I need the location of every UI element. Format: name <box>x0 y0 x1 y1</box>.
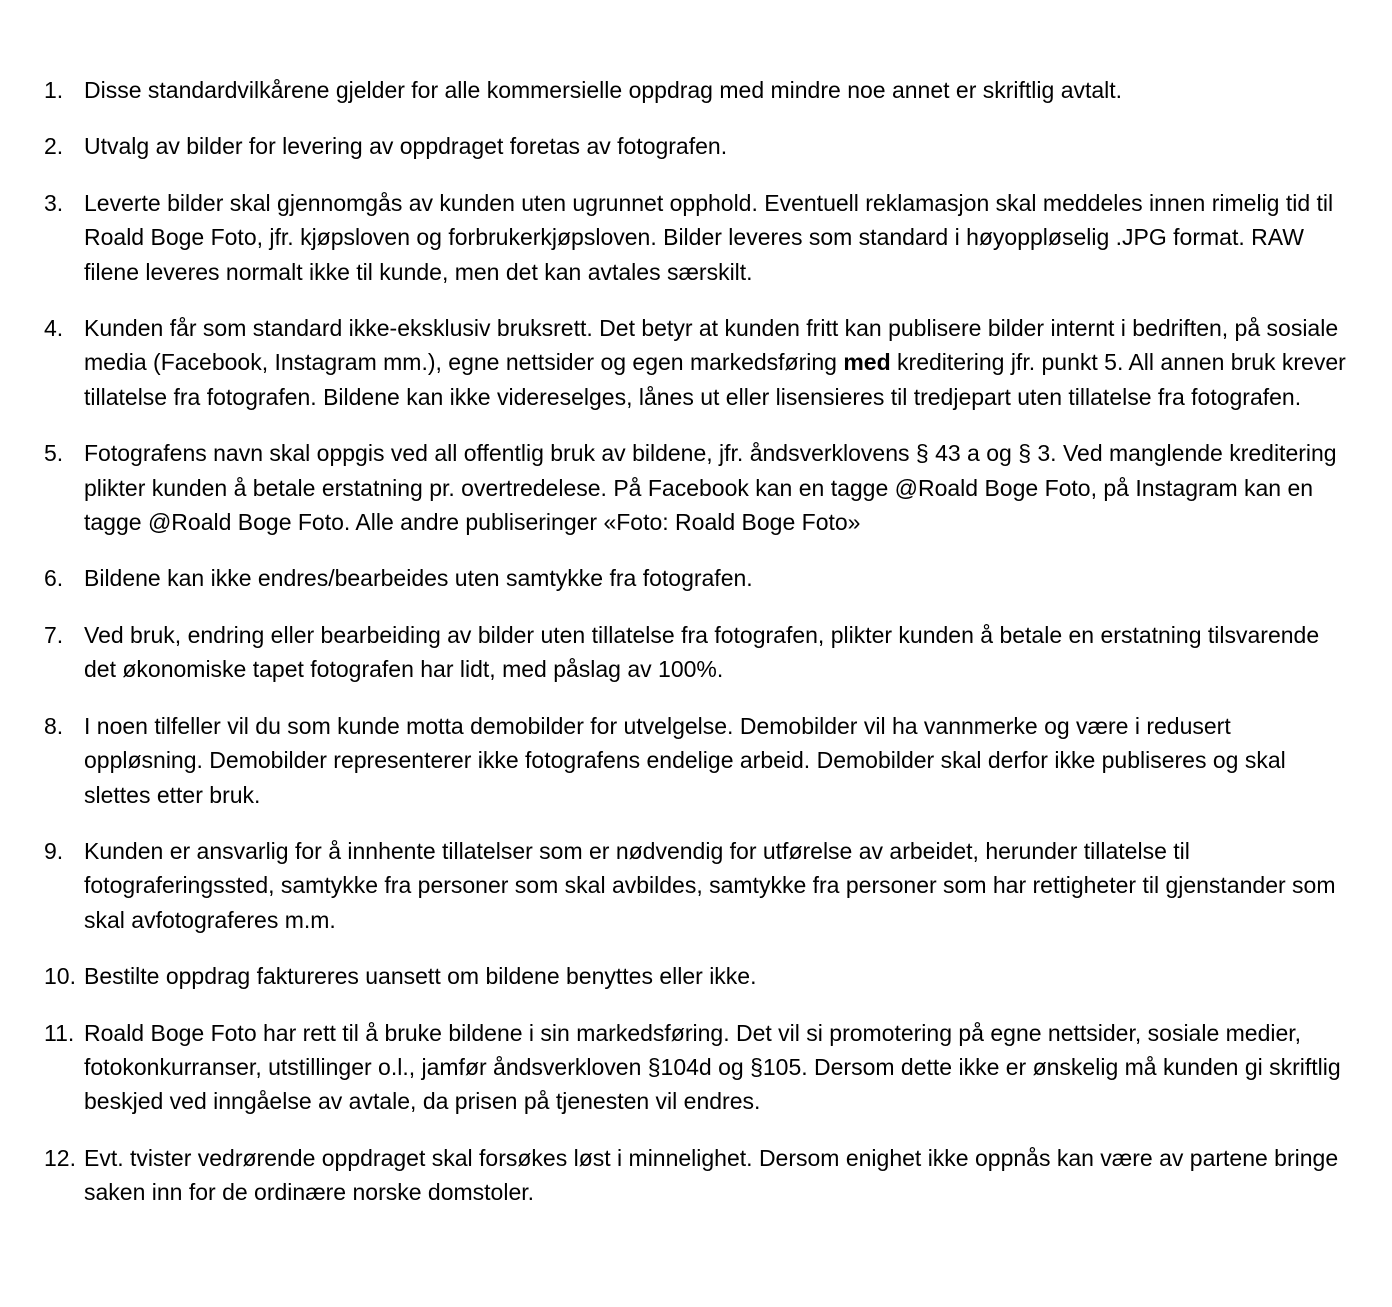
term-number: 5. <box>44 440 64 467</box>
term-number: 11. <box>44 1019 75 1046</box>
term-text-emphasis: med <box>843 349 891 376</box>
term-text-segment: Disse standardvilkårene gjelder for alle kommersielle oppdrag med mindre noe annet er skriftlig avtalt. <box>84 77 1123 103</box>
term-text <box>84 129 1354 163</box>
term-text-segment: Bestilte oppdrag faktureres uansett om bildene benyttes eller ikke. <box>84 963 757 990</box>
term-number: 12. <box>44 1144 76 1171</box>
term-text-segment: I noen tilfeller vil du som kunde motta demobilder for utvelgelse. Demobilder vil ha vannmerke og være i redusert oppløsning. Demobilder representerer ikke fotografens endelige arbeid. Demobilder skal derfor ikke publiseres og skal slettes etter bruk. <box>84 712 1286 808</box>
term-number: 6. <box>44 565 64 592</box>
term-text <box>84 834 1354 937</box>
term-number: 4. <box>44 315 64 342</box>
term-item <box>44 561 1354 595</box>
term-item <box>44 186 1354 289</box>
term-number: 9. <box>44 837 64 864</box>
term-text <box>84 186 1354 289</box>
term-text <box>84 959 1354 993</box>
term-text <box>84 1141 1354 1210</box>
term-text-segment: Kunden er ansvarlig for å innhente tillatelser som er nødvendig for utførelse av arbeidet, herunder tillatelse til fotograferingssted, samtykke fra personer som skal avbildes, samtykke fra personer som har rettigheter til gjenstander som skal avfotograferes m.m. <box>84 837 1336 933</box>
term-text-segment: Utvalg av bilder for levering av oppdraget foretas av fotografen. <box>84 133 728 160</box>
term-text-segment: Fotografens navn skal oppgis ved all offentlig bruk av bildene, jfr. åndsverklovens § 43 a og § 3. Ved manglende kreditering plikter kunden å betale erstatning pr. overtredelese. På Facebook kan en tagge @Roald Boge Foto, på Instagram kan en tagge @Roald Boge Foto. Alle andre publiseringer «Foto: Roald Boge Foto» <box>84 440 1337 536</box>
term-number: 8. <box>44 712 64 739</box>
term-text <box>84 618 1354 687</box>
term-text <box>84 436 1354 539</box>
term-number: 7. <box>44 621 64 648</box>
term-text <box>84 311 1354 414</box>
term-text-segment: Evt. tvister vedrørende oppdraget skal forsøkes løst i minnelighet. Dersom enighet ikke oppnås kan være av partene bringe saken inn for de ordinære norske domstoler. <box>84 1144 1339 1206</box>
term-item <box>44 1141 1354 1210</box>
term-text-segment: kreditering jfr. punkt 5. All annen bruk krever tillatelse fra fotografen. Bildene kan ikke videreselges, lånes ut eller lisensieres til tredjepart uten tillatelse fra fotografen. <box>84 349 1346 410</box>
term-text-segment: Ved bruk, endring eller bearbeiding av bilder uten tillatelse fra fotografen, plikter kunden å betale en erstatning tilsvarende det økonomiske tapet fotografen har lidt, med påslag av 100%. <box>84 621 1320 683</box>
term-text <box>84 561 1354 595</box>
term-item <box>44 73 1354 107</box>
term-item <box>44 311 1354 414</box>
term-text-segment: Kunden får som standard ikke-eksklusiv bruksrett. Det betyr at kunden fritt kan publisere bilder internt i bedriften, på sosiale media (Facebook, Instagram mm.), egne nettsider og egen markedsføring <box>84 315 1339 376</box>
term-text-segment: Roald Boge Foto har rett til å bruke bildene i sin markedsføring. Det vil si promotering på egne nettsider, sosiale medier, fotokonkurranser, utstillinger o.l., jamfør åndsverkloven §104d og §105. Dersom dette ikke er ønskelig må kunden gi skriftlig beskjed ved inngåelse av avtale, da prisen på tjenesten vil endres. <box>84 1019 1341 1115</box>
term-text-segment: Leverte bilder skal gjennomgås av kunden uten ugrunnet opphold. Eventuell reklamasjon skal meddeles innen rimelig tid til Roald Boge Foto, jfr. kjøpsloven og forbrukerkjøpsloven. Bilder leveres som standard i høyoppløselig .JPG format. RAW filene leveres normalt ikke til kunde, men det kan avtales særskilt. <box>84 189 1334 285</box>
term-item <box>44 709 1354 812</box>
terms-list <box>44 73 1354 1232</box>
term-item <box>44 959 1354 993</box>
term-item <box>44 834 1354 937</box>
term-number: 1. <box>44 77 64 103</box>
term-item <box>44 129 1354 163</box>
term-number: 2. <box>44 133 64 160</box>
term-item <box>44 1016 1354 1119</box>
term-text-segment: Bildene kan ikke endres/bearbeides uten samtykke fra fotografen. <box>84 565 753 592</box>
term-text <box>84 73 1354 107</box>
term-text <box>84 709 1354 812</box>
term-item <box>44 436 1354 539</box>
term-item <box>44 618 1354 687</box>
term-number: 3. <box>44 189 64 216</box>
term-number: 10. <box>44 963 76 990</box>
term-text <box>84 1016 1354 1119</box>
